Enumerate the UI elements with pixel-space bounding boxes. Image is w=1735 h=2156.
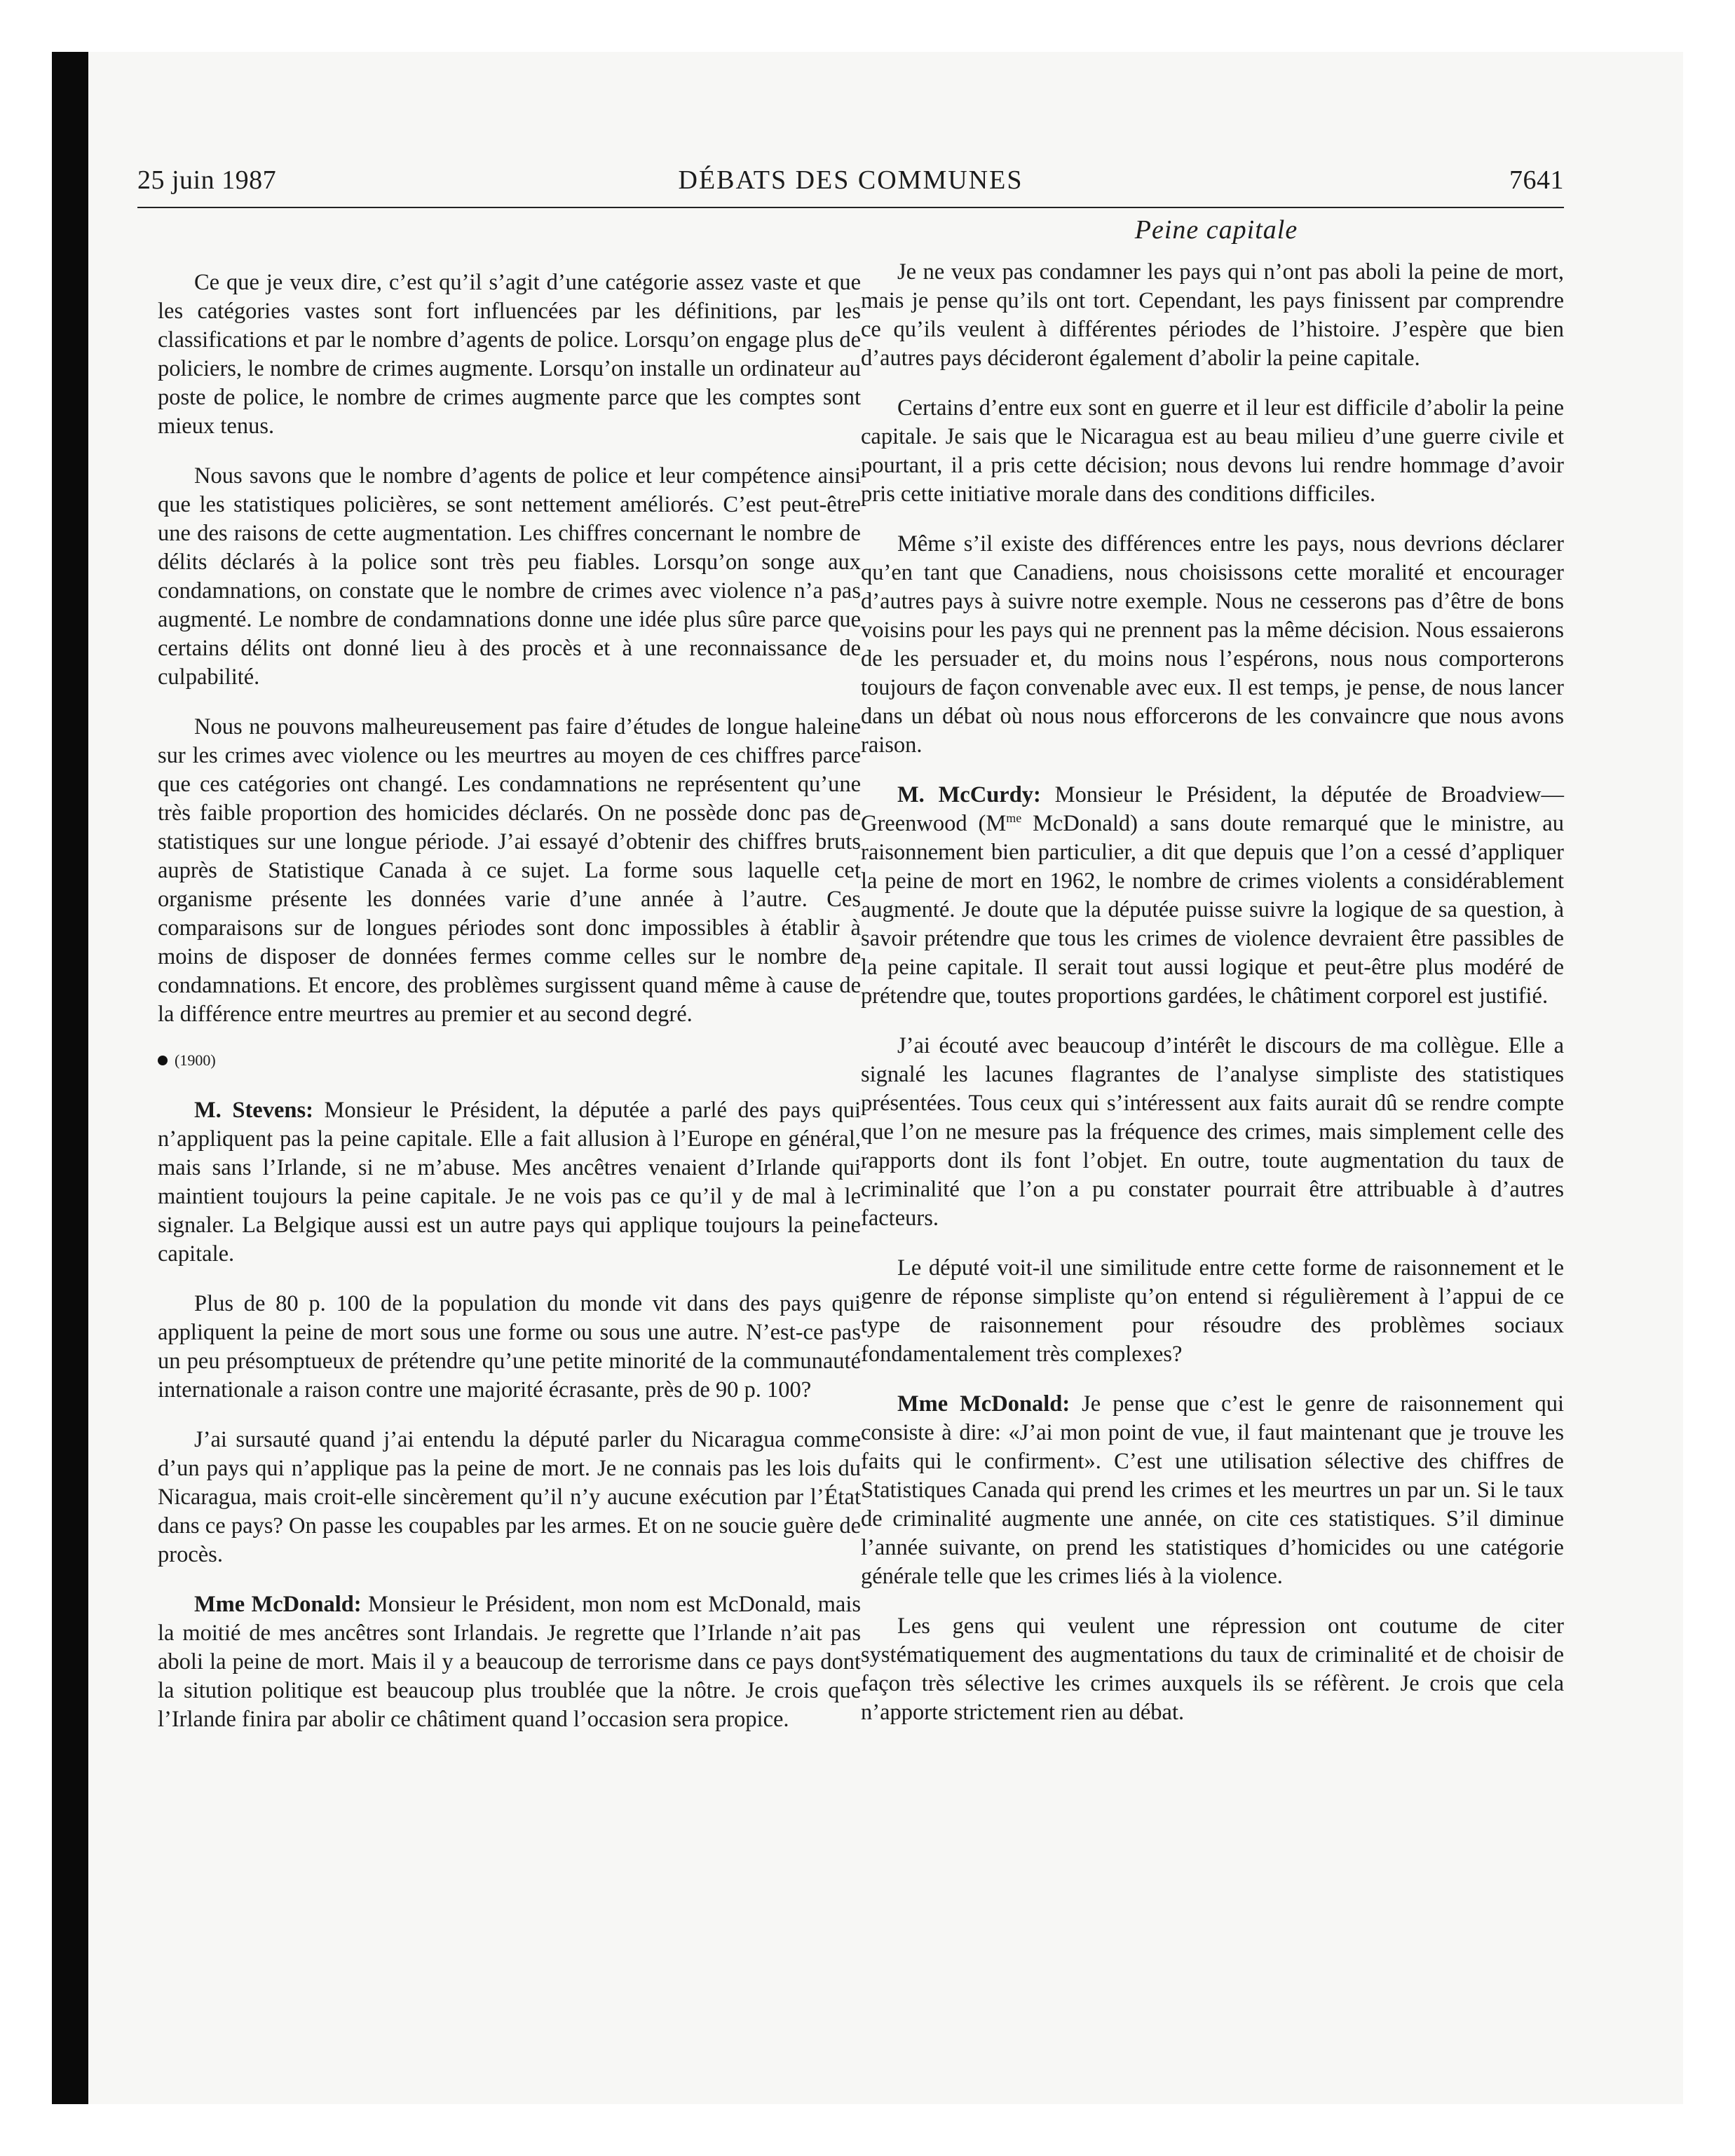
speech-paragraph xyxy=(861,781,1564,1011)
paragraph: Le député voit-il une similitude entre cette forme de raisonnement et le genre de réponse simpliste qu’on entend si régulièrement à l’appui de ce type de raisonnement pour résoudre des problèmes sociaux fondamentalement très complexes? xyxy=(861,1255,1564,1367)
paragraph: Les gens qui veulent une répression ont coutume de citer systématiquement des augmentations du taux de criminalité et de choisir de façon très sélective les crimes auxquels ils se réfèrent. Je crois que cela n’apporte strictement rien au débat. xyxy=(861,1613,1564,1725)
speech-text: McDonald) a sans doute remarqué que le ministre, au raisonnement bien particulier, a dit que depuis que l’on a cessé d’appliquer la peine de mort en 1962, le nombre de crimes violents a considérablement augmenté. Je doute que la députée puisse suivre la logique de sa question, à savoir prétendre que tous les crimes de violence devraient être passibles de la peine capitale. Il serait tout aussi logique et peut-être plus modéré de prétendre que, toutes proportions gardées, le châtiment corporel est justifié. xyxy=(861,811,1564,1009)
paragraph: Même s’il existe des différences entre les pays, nous devrions déclarer qu’en tant que Canadiens, nous choisissons cette moralité et encourager d’autres pays à suivre notre exemple. Nous ne cesserons pas d’être de bons voisins pour les pays qui ne prennent pas la même décision. Nous essaierons de les persuader et, du moins nous l’espérons, nous nous comporterons toujours de façon convenable avec eux. Il est temps, je pense, de nous lancer dans un débat où nous nous efforcerons de les convaincre que nous avons raison. xyxy=(861,531,1564,758)
paragraph: Je ne veux pas condamner les pays qui n’ont pas aboli la peine de mort, mais je pense qu’ils ont tort. Cependant, les pays finissent par comprendre ce qu’ils veulent à différentes périodes de l’histoire. J’espère que bien d’autres pays décideront également d’abolir la peine capitale. xyxy=(861,259,1564,371)
speech-text: Monsieur le Président, la députée de Broadview—Greenwood (M xyxy=(861,782,1564,836)
header-page-number: 7641 xyxy=(1509,165,1564,195)
speech-text: Je pense que c’est le genre de raisonnement qui consiste à dire: «J’ai mon point de vue, il faut maintenant que je trouve les faits qui le confirment». C’est une utilisation sélective des chiffres de Statistiques Canada qui prend les crimes et les meurtres un par un. Si le taux de criminalité augmente une année, on cite ces statistiques. S’il diminue l’année suivante, on prend les statistiques d’homicides ou une catégorie générale telle que les crimes liés à la violence. xyxy=(861,1391,1565,1589)
section-title: Peine capitale xyxy=(1134,215,1298,245)
time-marker xyxy=(158,1050,861,1071)
paragraph: J’ai écouté avec beaucoup d’intérêt le discours de ma collègue. Elle a signalé les lacunes flagrantes de l’analyse simpliste des statistiques présentées. Tous ceux qui s’intéressent aux faits aurait dû se rendre compte que l’on ne mesure pas la fréquence des crimes, mais simplement celle des rapports dont ils font l’objet. En outre, toute augmentation du taux de criminalité que l’on a pu constater pourrait être attribuable à d’autres facteurs. xyxy=(861,1033,1564,1231)
speech-paragraph xyxy=(158,1590,861,1734)
speaker-name: M. McCurdy: xyxy=(897,782,1041,807)
speaker-name: Mme McDonald: xyxy=(194,1592,362,1617)
speaker-name: M. Stevens: xyxy=(194,1098,313,1123)
paragraph: Certains d’entre eux sont en guerre et il leur est difficile d’abolir la peine capitale. Je sais que le Nicaragua est au beau milieu d’une guerre civile et pourtant, il a pris cette décision; nous devons lui rendre hommage d’avoir pris cette initiative morale dans des conditions difficiles. xyxy=(861,395,1564,507)
paragraph: J’ai sursauté quand j’ai entendu la député parler du Nicaragua comme d’un pays qui n’applique pas la peine de mort. Je ne connais pas les lois du Nicaragua, mais croit-elle sincèrement qu’il n’y aucune exécution par l’État dans ce pays? On passe les coupables par les armes. Et on ne soucie guère de procès. xyxy=(158,1427,861,1567)
speech-paragraph xyxy=(861,1390,1564,1591)
left-column xyxy=(158,268,861,1755)
scan-edge-bar xyxy=(52,52,88,2104)
bullet-icon xyxy=(158,1056,168,1065)
right-column xyxy=(861,258,1564,1748)
page-header xyxy=(137,165,1564,208)
time-marker-text: (1900) xyxy=(175,1051,216,1069)
paragraph: Ce que je veux dire, c’est qu’il s’agit d’une catégorie assez vaste et que les catégories vastes sont fort influencées par les définitions, par les classifications et par le nombre d’agents de police. Lorsqu’on engage plus de policiers, le nombre de crimes augmente. Lorsqu’on installe un ordinateur au poste de police, le nombre de crimes augmente parce que les comptes sont mieux tenus. xyxy=(158,270,861,439)
speech-text: Monsieur le Président, mon nom est McDonald, mais la moitié de mes ancêtres sont Irlandais. Je regrette que l’Irlande n’ait pas aboli la peine de mort. Mais il y a beaucoup de terrorisme dans ce pays dont la sitution politique est beaucoup plus troublée que la nôtre. Je crois que l’Irlande finira par abolir ce châtiment quand l’occasion sera propice. xyxy=(158,1592,862,1732)
speech-text: Monsieur le Président, la députée a parlé des pays qui n’appliquent pas la peine capitale. Elle a fait allusion à l’Europe en général, mais sans l’Irlande, si ne m’abuse. Mes ancêtres venaient d’Irlande qui maintient toujours la peine capitale. Je ne vois pas ce qu’il y de mal à le signaler. La Belgique aussi est un autre pays qui applique toujours la peine capitale. xyxy=(158,1098,862,1267)
speaker-name: Mme McDonald: xyxy=(897,1391,1070,1417)
paragraph: Plus de 80 p. 100 de la population du monde vit dans des pays qui appliquent la peine de mort sous une forme ou sous une autre. N’est-ce pas un peu présomptueux de prétendre qu’une petite minorité de la communauté internationale a raison contre une majorité écrasante, près de 90 p. 100? xyxy=(158,1291,861,1403)
speech-paragraph xyxy=(158,1096,861,1269)
superscript: me xyxy=(1006,811,1022,826)
paragraph: Nous ne pouvons malheureusement pas faire d’études de longue haleine sur les crimes avec violence ou les meurtres au moyen de ces chiffres parce que ces catégories ont changé. Les condamnations ne représentent qu’une très faible proportion des homicides déclarés. On ne possède donc pas de statistiques sur une longue période. J’ai essayé d’obtenir des chiffres bruts auprès de Statistique Canada à ce sujet. La forme sous laquelle cet organisme présente les données varie d’une année à l’autre. Ces comparaisons sur de longues périodes sont donc impossibles à établir à moins de disposer de données fermes comme celles sur le nombre de condamnations. Et encore, des problèmes surgissent quand même à cause de la différence entre meurtres au premier et au second degré. xyxy=(158,714,861,1027)
header-title: DÉBATS DES COMMUNES xyxy=(678,165,1023,195)
header-date: 25 juin 1987 xyxy=(137,165,277,195)
paragraph: Nous savons que le nombre d’agents de police et leur compétence ainsi que les statistiques policières, se sont nettement améliorés. C’est peut-être une des raisons de cette augmentation. Les chiffres concernant le nombre de délits déclarés à la police sont très peu fiables. Lorsqu’on songe aux condamnations, on constate que le nombre de crimes avec violence n’a pas augmenté. Le nombre de condamnations donne une idée plus sûre parce que certains délits ont donné lieu à des procès et à une reconnaissance de culpabilité. xyxy=(158,463,861,690)
